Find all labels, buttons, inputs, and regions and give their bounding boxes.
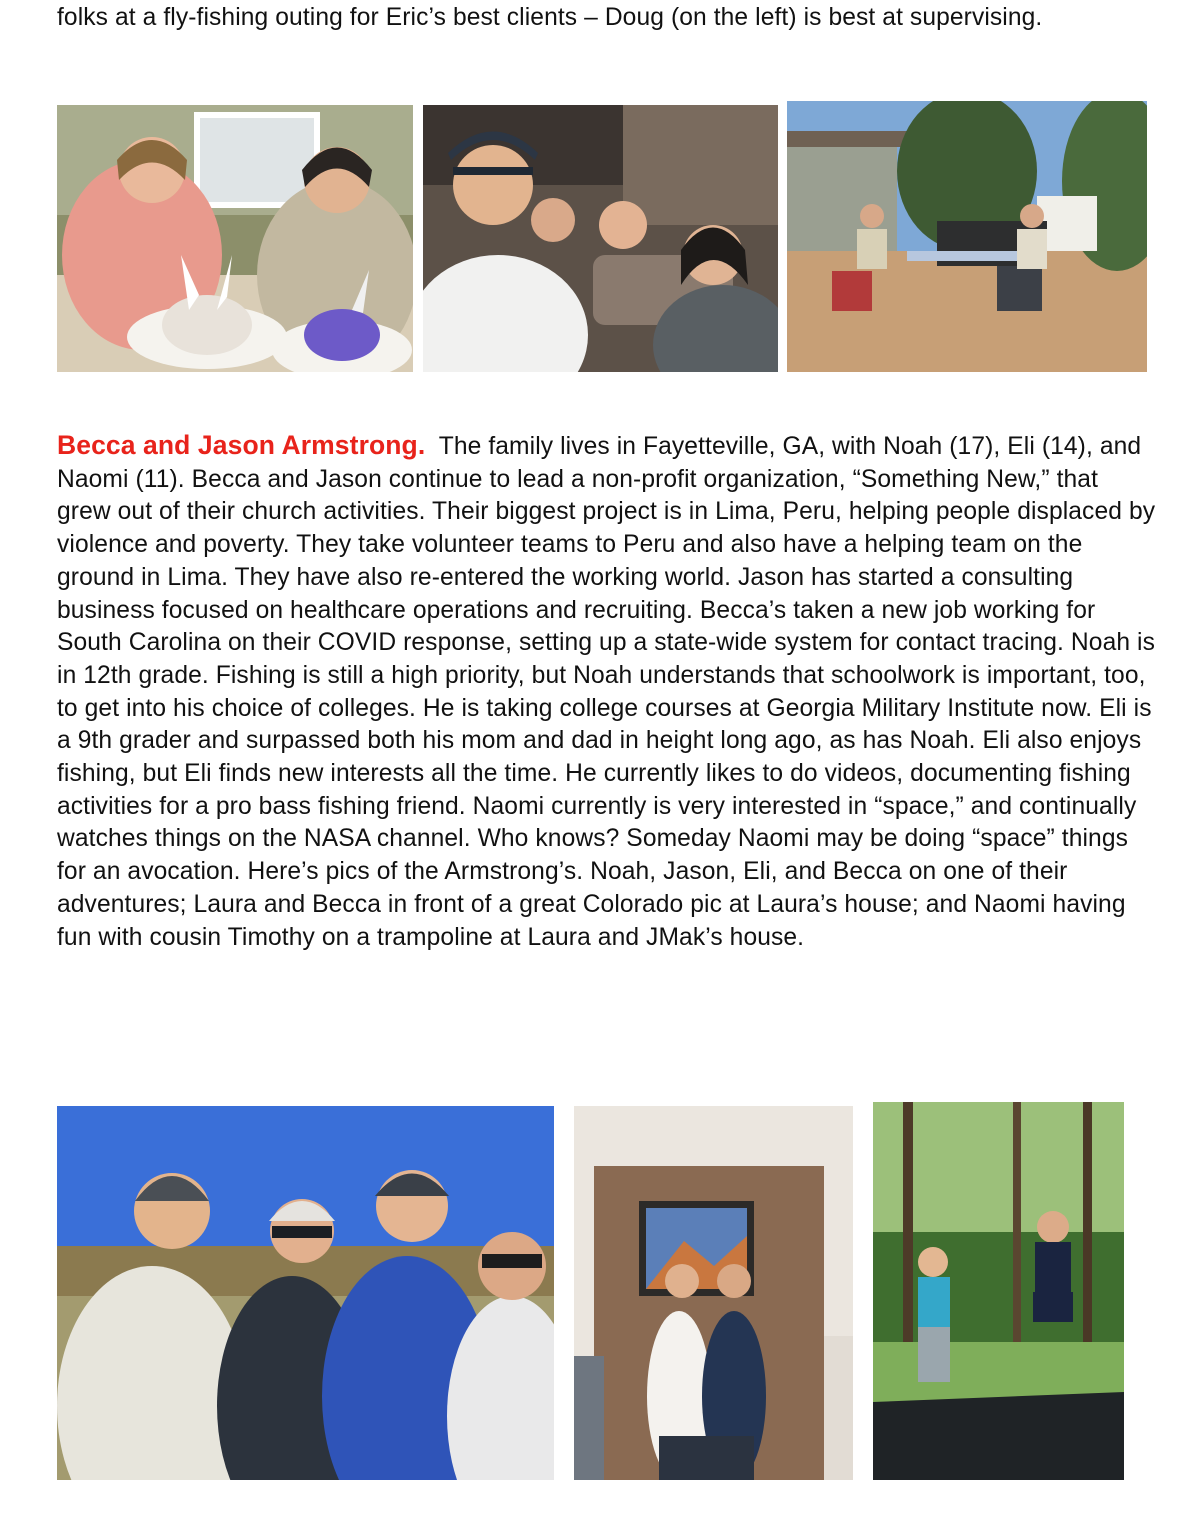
- photo-four-people-outdoors: [57, 1106, 554, 1480]
- photo-men-camp-chairs: [787, 101, 1147, 372]
- intro-paragraph: [57, 2, 1157, 35]
- photo-girls-bunny-cakes: [57, 105, 413, 372]
- photo-two-women-fireplace: [574, 1106, 853, 1480]
- section-body: The family lives in Fayetteville, GA, with Noah (17), Eli (14), and Naomi (11). Becca and Jason continue to lead a non-profit organization, “Something New,” that grew out of their church activities. Their biggest project is in Lima, Peru, helping people displaced by violence and poverty. They take volunteer teams to Peru and also have a helping team on the ground in Lima. They have also re-entered the working world. Jason has started a consulting business focused on healthcare operations and recruiting. Becca’s taken a new job working for South Carolina on their COVID response, setting up a state-wide system for contact tracing. Noah is in 12th grade. Fishing is still a high priority, but Noah understands that schoolwork is important, too, to get into his choice of colleges. He is taking college courses at Georgia Military Institute now. Eli is a 9th grader and surpassed both his mom and dad in height long ago, as has Noah. Eli also enjoys fishing, but Eli finds new interests all the time. He currently likes to do videos, documenting fishing activities for a pro bass fishing friend. Naomi currently is very interested in “space,” and continually watches things on the NASA channel. Who knows? Someday Naomi may be doing “space” things for an avocation. Here’s pics of the Armstrong’s. Noah, Jason, Eli, and Becca on one of their adventures; Laura and Becca in front of a great Colorado pic at Laura’s house; and Naomi having fun with cousin Timothy on a trampoline at Laura and JMak’s house.: [57, 433, 1156, 951]
- section-heading: Becca and Jason Armstrong.: [57, 430, 426, 460]
- photo-family-selfie-ride: [423, 105, 778, 372]
- photo-kids-trampoline: [873, 1102, 1124, 1480]
- armstrong-section: [57, 429, 1157, 954]
- intro-text: folks at a fly-fishing outing for Eric’s best clients – Doug (on the left) is best at supervising.: [57, 4, 1043, 31]
